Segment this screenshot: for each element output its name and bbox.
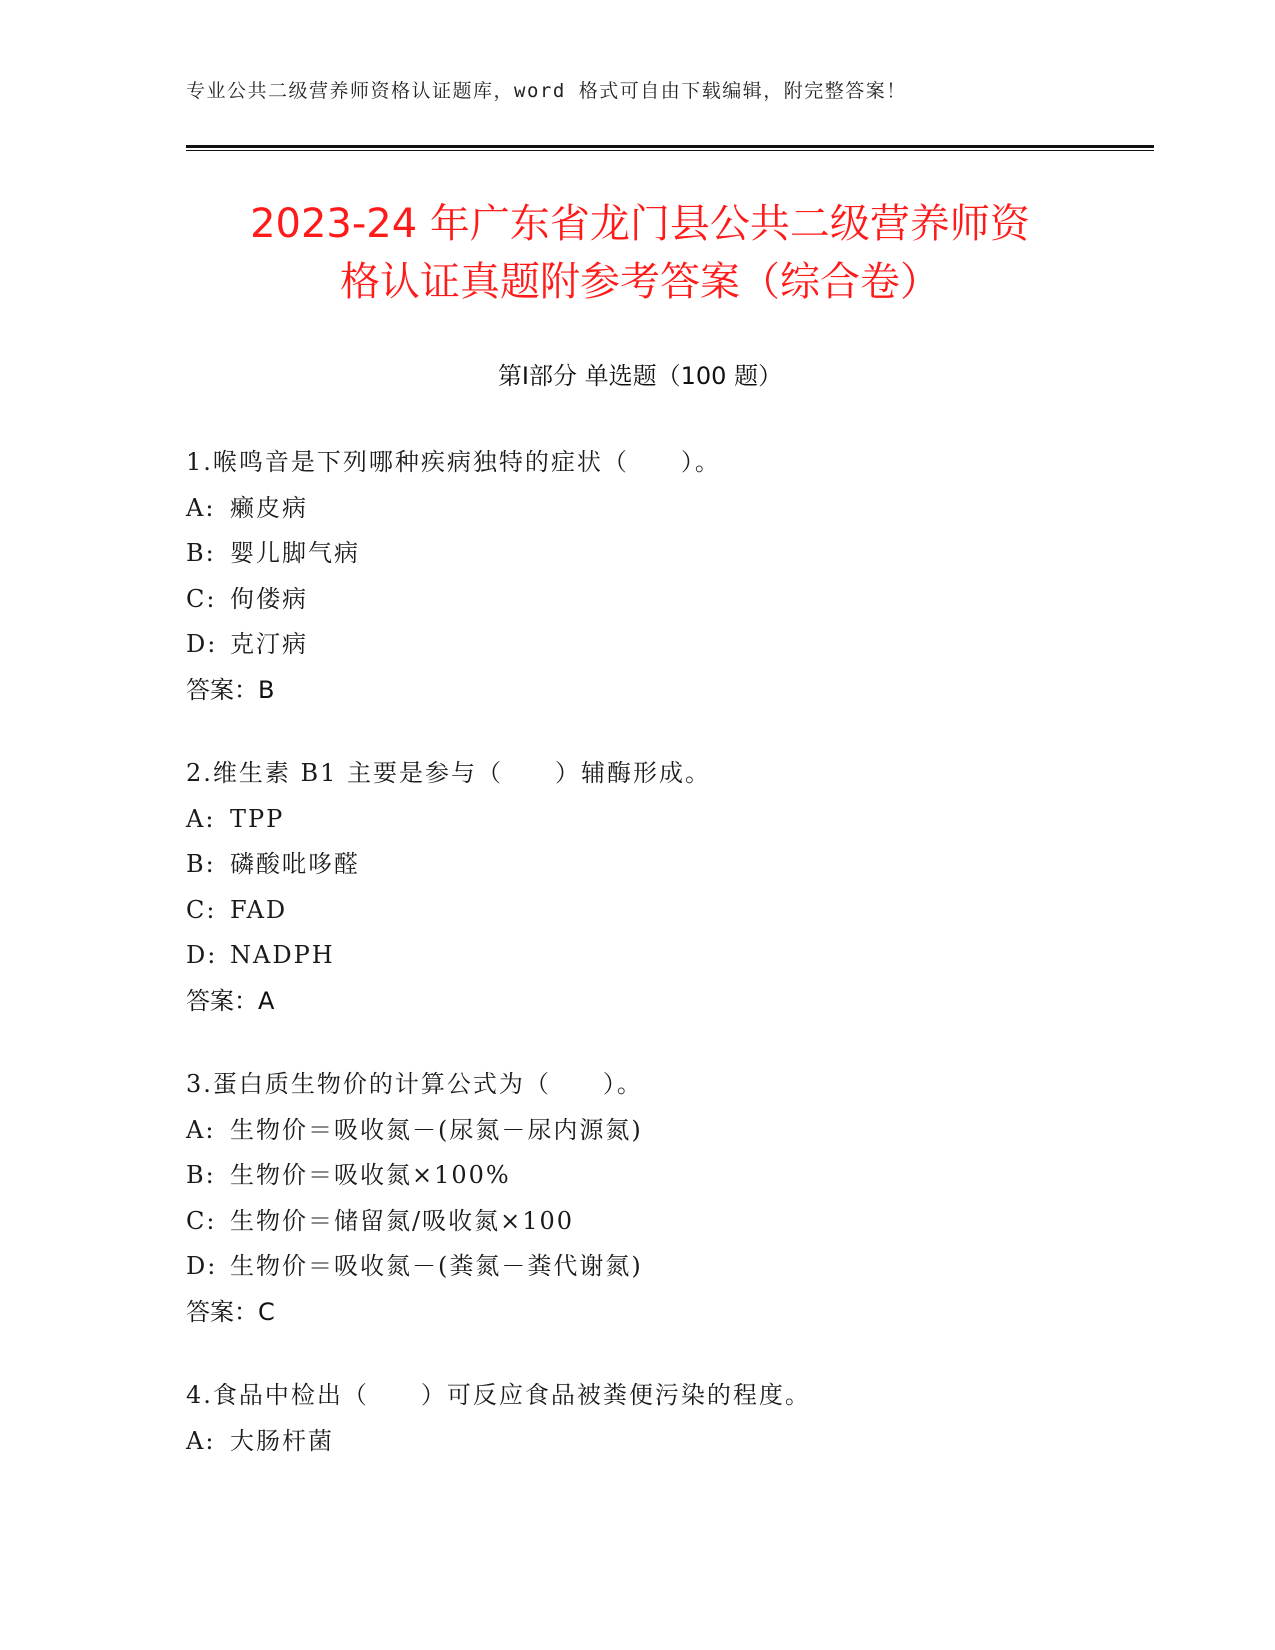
question-2 <box>186 751 1154 1024</box>
option-text: 生物价＝吸收氮×100% <box>230 1161 511 1189</box>
option-letter: D: <box>186 630 218 658</box>
option-text: 癞皮病 <box>230 493 308 522</box>
option-letter: D: <box>186 1252 218 1280</box>
option-text: NADPH <box>230 941 335 969</box>
option-c <box>186 577 1154 623</box>
question-4 <box>186 1373 1154 1464</box>
header-rule-thin <box>186 150 1154 151</box>
header-note: 专业公共二级营养师资格认证题库，word 格式可自由下载编辑，附完整答案！ <box>186 80 907 102</box>
option-text: 生物价＝吸收氮－(粪氮－粪代谢氮) <box>230 1252 643 1280</box>
answer-line: 答案：C <box>186 1297 275 1326</box>
option-b <box>186 1153 1154 1199</box>
option-text: 婴儿脚气病 <box>230 539 360 567</box>
option-text: 生物价＝吸收氮－(尿氮－尿内源氮) <box>230 1115 643 1144</box>
option-text: 生物价＝储留氮/吸收氮×100 <box>230 1206 575 1235</box>
option-b <box>186 531 1154 577</box>
option-a <box>186 797 1154 843</box>
option-letter: A: <box>186 1426 216 1455</box>
question-stem: 2.维生素 B1 主要是参与（ ）辅酶形成。 <box>186 759 712 787</box>
option-c <box>186 888 1154 934</box>
question-3 <box>186 1062 1154 1335</box>
option-letter: C: <box>186 584 217 613</box>
option-a <box>186 1108 1154 1154</box>
document-title-line-1: 2023-24 年广东省龙门县公共二级营养师资 <box>250 201 1030 247</box>
option-letter: C: <box>186 1206 217 1235</box>
section-title: 第Ⅰ部分 单选题（100 题） <box>497 362 783 390</box>
option-b <box>186 842 1154 888</box>
question-stem: 3.蛋白质生物价的计算公式为（ ）。 <box>186 1070 643 1098</box>
option-a <box>186 1419 1154 1465</box>
answer-line: 答案：A <box>186 986 275 1015</box>
question-stem: 1.喉鸣音是下列哪种疾病独特的症状（ ）。 <box>186 448 721 476</box>
document-title-line-2: 格认证真题附参考答案（综合卷） <box>340 259 940 305</box>
option-letter: C: <box>186 895 217 924</box>
option-text: 克汀病 <box>230 630 308 658</box>
option-letter: A: <box>186 804 216 833</box>
option-letter: A: <box>186 1115 216 1144</box>
option-letter: B: <box>186 539 216 567</box>
question-1 <box>186 440 1154 713</box>
option-text: 磷酸吡哆醛 <box>230 850 360 878</box>
option-text: FAD <box>230 895 288 924</box>
option-text: TPP <box>230 804 285 833</box>
option-d <box>186 1244 1154 1290</box>
question-stem: 4.食品中检出（ ）可反应食品被粪便污染的程度。 <box>186 1381 811 1409</box>
option-text: 大肠杆菌 <box>230 1426 334 1455</box>
option-a <box>186 486 1154 532</box>
option-letter: D: <box>186 941 218 969</box>
option-letter: A: <box>186 493 216 522</box>
question-list <box>186 440 1154 1502</box>
option-text: 佝偻病 <box>230 584 308 613</box>
option-letter: B: <box>186 1161 216 1189</box>
option-c <box>186 1199 1154 1245</box>
option-d <box>186 933 1154 979</box>
option-letter: B: <box>186 850 216 878</box>
option-d <box>186 622 1154 668</box>
header-rule-thick <box>186 145 1154 148</box>
document-title <box>186 195 1094 311</box>
answer-line: 答案：B <box>186 675 275 704</box>
